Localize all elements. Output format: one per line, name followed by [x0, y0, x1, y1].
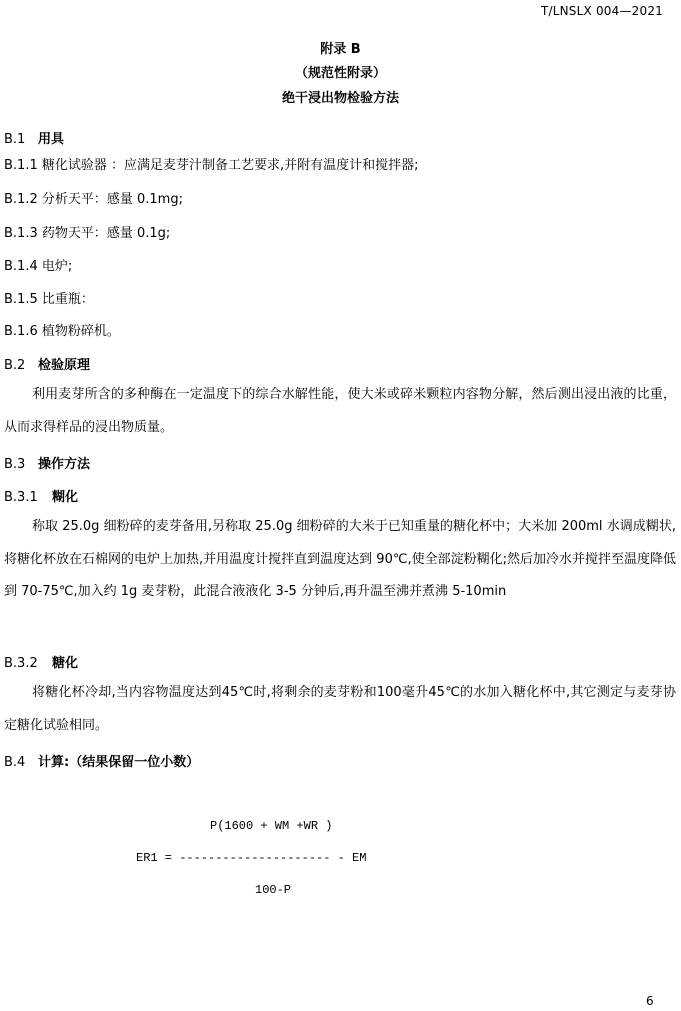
- section-number: B.4: [4, 755, 26, 770]
- principle-paragraph: [4, 379, 676, 444]
- saccharification-paragraph: [4, 677, 676, 742]
- section-b1-heading: [4, 128, 64, 147]
- gelatinization-paragraph: [4, 511, 676, 609]
- section-number: B.1: [4, 132, 26, 147]
- paragraph-text: 称取 25.0g 细粉碎的麦芽备用,另称取 25.0g 细粉碎的大米于已知重量的糖化杯中；大米加 200ml 水调成糊状,将糖化杯放在石棉网的电炉上加热,并用温度计搅拌直到温度达到 90℃,使全部淀粉糊化;然后加冷水并搅拌至温度降低到 70-75℃,加入约 1g 麦芽粉，此混合液液化 3-5 分钟后,再升温至沸并煮沸 5-10min: [4, 519, 676, 599]
- section-number: B.3.2: [4, 656, 38, 671]
- appendix-title: 绝干浸出物检验方法: [281, 91, 399, 106]
- section-b32-heading: [4, 652, 78, 671]
- section-number: B.3: [4, 457, 26, 472]
- appendix-label: 附录 B: [320, 42, 361, 57]
- section-title: 计算:（结果保留一位小数）: [38, 755, 200, 770]
- section-number: B.2: [4, 358, 26, 373]
- paragraph-text: 利用麦芽所含的多种酶在一定温度下的综合水解性能，使大米或碎米颗粒内容物分解，然后测出浸出液的比重，从而求得样品的浸出物质量。: [4, 387, 676, 435]
- page-number: 6: [646, 994, 654, 1008]
- standard-number: T/LNSLX 004—2021: [540, 4, 663, 18]
- section-b31-heading: [4, 486, 78, 505]
- formula-denominator: 100-P: [255, 883, 292, 897]
- paragraph-text: 将糖化杯冷却,当内容物温度达到45℃时,将剩余的麦芽粉和100毫升45℃的水加入糖化杯中,其它测定与麦芽协定糖化试验相同。: [4, 685, 676, 733]
- section-title: 检验原理: [38, 358, 91, 373]
- list-item-b14: B.1.4 电炉;: [4, 259, 73, 274]
- formula-numerator: P(1600 + WM +WR ): [210, 819, 333, 833]
- list-item-b11: B.1.1 糖化试验器 ：应满足麦芽汁制备工艺要求,并附有温度计和搅拌器;: [4, 158, 419, 173]
- section-title: 操作方法: [38, 457, 91, 472]
- list-item-b16: B.1.6 植物粉碎机。: [4, 324, 120, 339]
- section-title: 糖化: [52, 656, 79, 671]
- section-title: 用具: [38, 132, 65, 147]
- list-item-b15: B.1.5 比重瓶：: [4, 292, 94, 307]
- section-b2-heading: [4, 354, 90, 373]
- formula-main-line: ER1 = --------------------- - EM: [136, 851, 367, 865]
- list-item-b12: B.1.2 分析天平：感量 0.1mg;: [4, 192, 183, 207]
- appendix-type: （规范性附录）: [294, 66, 386, 81]
- section-number: B.3.1: [4, 490, 38, 505]
- section-title: 糊化: [52, 490, 79, 505]
- section-b3-heading: [4, 453, 90, 472]
- list-item-b13: B.1.3 药物天平：感量 0.1g;: [4, 226, 171, 241]
- section-b4-heading: [4, 751, 199, 770]
